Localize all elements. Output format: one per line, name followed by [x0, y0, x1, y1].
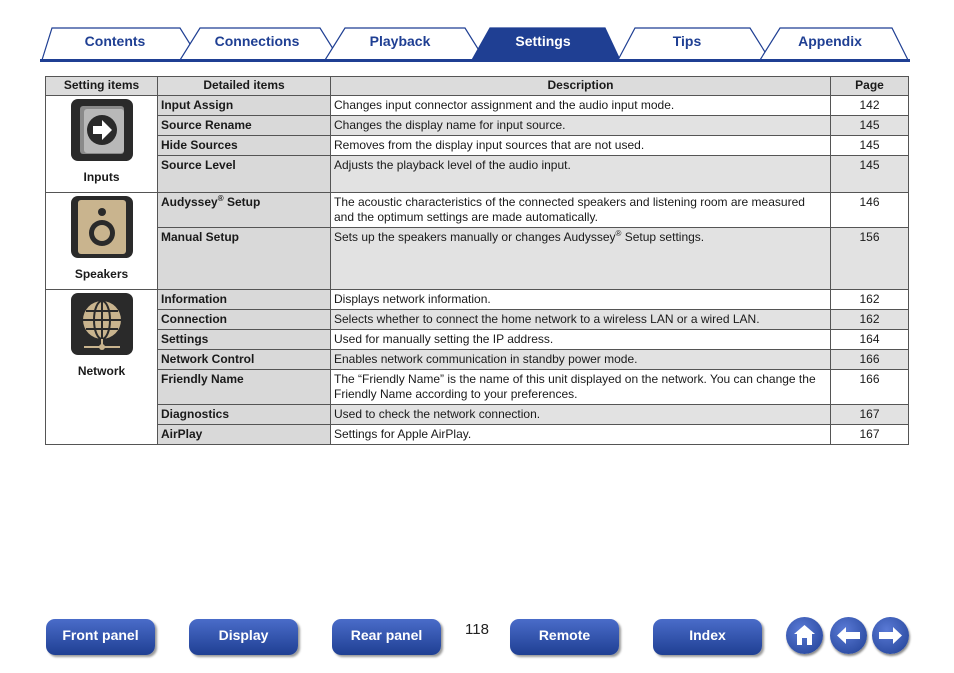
- page-airplay[interactable]: 167: [831, 425, 909, 445]
- tab-contents[interactable]: Contents: [84, 33, 146, 49]
- item-audyssey-setup-post: Setup: [223, 195, 261, 209]
- home-button[interactable]: [786, 617, 823, 654]
- arrow-left-icon: [830, 617, 867, 654]
- page-source-rename[interactable]: 145: [831, 116, 909, 136]
- desc-network-control: Enables network communication in standby power mode.: [331, 350, 831, 370]
- desc-hide-sources: Removes from the display input sources that are not used.: [331, 136, 831, 156]
- tab-playback[interactable]: Playback: [369, 33, 431, 49]
- desc-manual-setup-post: Setup settings.: [621, 230, 705, 244]
- page-number: 118: [465, 621, 489, 638]
- rear-panel-button[interactable]: Rear panel: [332, 619, 441, 655]
- front-panel-button[interactable]: Front panel: [46, 619, 155, 655]
- page-hide-sources[interactable]: 145: [831, 136, 909, 156]
- desc-friendly-name: The “Friendly Name” is the name of this unit displayed on the network. You can change the Friendly Name according to your preferences.: [331, 370, 831, 405]
- forward-button[interactable]: [872, 617, 909, 654]
- remote-button[interactable]: Remote: [510, 619, 619, 655]
- category-inputs: [46, 96, 158, 193]
- category-speakers: [46, 193, 158, 290]
- page-network-control[interactable]: 166: [831, 350, 909, 370]
- registered-mark: ®: [615, 229, 622, 238]
- table-row: [46, 405, 909, 425]
- page-information[interactable]: 162: [831, 290, 909, 310]
- item-audyssey-setup-pre: Audyssey: [161, 195, 218, 209]
- item-diagnostics[interactable]: Diagnostics: [158, 405, 331, 425]
- desc-settings: Used for manually setting the IP address.: [331, 330, 831, 350]
- registered-mark: ®: [217, 194, 224, 203]
- table-row: [46, 136, 909, 156]
- arrow-right-icon: [872, 617, 909, 654]
- desc-information: Displays network information.: [331, 290, 831, 310]
- table-row: [46, 290, 909, 310]
- item-manual-setup[interactable]: Manual Setup: [158, 228, 331, 290]
- desc-manual-setup-pre: Sets up the speakers manually or changes Audyssey: [334, 230, 616, 244]
- header-detailed-items: Detailed items: [158, 77, 331, 96]
- desc-source-level: Adjusts the playback level of the audio input.: [331, 156, 831, 193]
- item-information[interactable]: Information: [158, 290, 331, 310]
- table-header-row: [46, 77, 909, 96]
- table-row: [46, 116, 909, 136]
- tab-appendix[interactable]: Appendix: [798, 33, 862, 49]
- table-row: [46, 310, 909, 330]
- item-airplay[interactable]: AirPlay: [158, 425, 331, 445]
- table-row: [46, 96, 909, 116]
- category-label-network: Network: [77, 364, 126, 378]
- desc-connection: Selects whether to connect the home network to a wireless LAN or a wired LAN.: [331, 310, 831, 330]
- item-network-control[interactable]: Network Control: [158, 350, 331, 370]
- category-label-inputs: Inputs: [83, 170, 120, 184]
- item-connection[interactable]: Connection: [158, 310, 331, 330]
- page-source-level[interactable]: 145: [831, 156, 909, 193]
- table-row: [46, 193, 909, 228]
- item-input-assign[interactable]: Input Assign: [158, 96, 331, 116]
- index-button[interactable]: Index: [653, 619, 762, 655]
- item-source-level[interactable]: Source Level: [158, 156, 331, 193]
- speaker-icon: [70, 195, 134, 259]
- page-input-assign[interactable]: 142: [831, 96, 909, 116]
- category-label-speakers: Speakers: [74, 267, 129, 281]
- desc-input-assign: Changes input connector assignment and the audio input mode.: [331, 96, 831, 116]
- header-page: Page: [831, 77, 909, 96]
- desc-diagnostics: Used to check the network connection.: [331, 405, 831, 425]
- page-connection[interactable]: 162: [831, 310, 909, 330]
- table-row: [46, 350, 909, 370]
- item-source-rename[interactable]: Source Rename: [158, 116, 331, 136]
- tab-settings[interactable]: Settings: [515, 33, 571, 49]
- table-row: [46, 330, 909, 350]
- home-icon: [786, 617, 823, 654]
- page-manual-setup[interactable]: 156: [831, 228, 909, 290]
- table-row: [46, 156, 909, 193]
- back-button[interactable]: [830, 617, 867, 654]
- page-settings[interactable]: 164: [831, 330, 909, 350]
- desc-airplay: Settings for Apple AirPlay.: [331, 425, 831, 445]
- table-row: [46, 370, 909, 405]
- desc-manual-setup: [331, 228, 831, 290]
- page-friendly-name[interactable]: 166: [831, 370, 909, 405]
- tab-underline: [40, 59, 910, 62]
- header-setting-items: Setting items: [46, 77, 158, 96]
- display-button[interactable]: Display: [189, 619, 298, 655]
- desc-audyssey-setup: The acoustic characteristics of the connected speakers and listening room are measured and the optimum settings are made automatically.: [331, 193, 831, 228]
- item-settings[interactable]: Settings: [158, 330, 331, 350]
- header-description: Description: [331, 77, 831, 96]
- item-hide-sources[interactable]: Hide Sources: [158, 136, 331, 156]
- item-audyssey-setup[interactable]: [158, 193, 331, 228]
- input-arrow-icon: [70, 98, 134, 162]
- item-friendly-name[interactable]: Friendly Name: [158, 370, 331, 405]
- category-network: [46, 290, 158, 445]
- page-audyssey-setup[interactable]: 146: [831, 193, 909, 228]
- tab-connections[interactable]: Connections: [214, 33, 300, 49]
- table-row: [46, 425, 909, 445]
- desc-source-rename: Changes the display name for input source.: [331, 116, 831, 136]
- globe-network-icon: [70, 292, 134, 356]
- settings-table: [45, 76, 909, 445]
- table-row: [46, 228, 909, 290]
- tab-tips[interactable]: Tips: [672, 33, 702, 49]
- section-tabs: [40, 26, 910, 62]
- page-diagnostics[interactable]: 167: [831, 405, 909, 425]
